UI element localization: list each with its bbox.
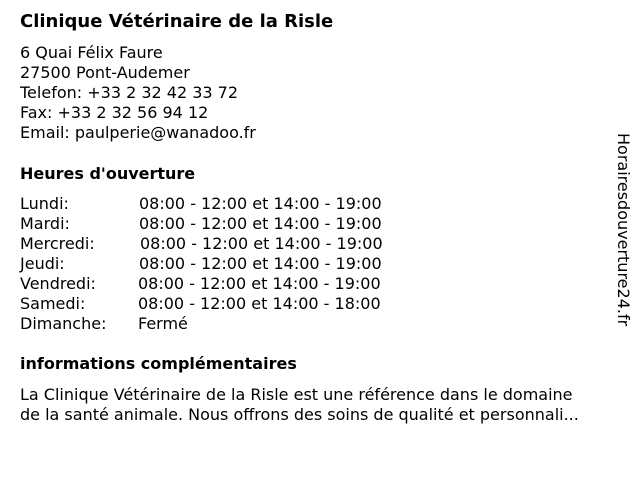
- day-label: Vendredi:: [20, 274, 96, 293]
- day-label: Lundi:: [20, 194, 69, 213]
- clinic-description: [20, 385, 632, 425]
- day-label: Samedi:: [20, 294, 86, 313]
- day-label: Mardi:: [20, 214, 70, 233]
- time-range: 08:00 - 12:00 et 14:00 - 19:00: [139, 214, 382, 233]
- day-label: Dimanche:: [20, 314, 107, 333]
- fax-number: Fax: +33 2 32 56 94 12: [20, 103, 209, 122]
- day-label: Mercredi:: [20, 234, 95, 253]
- contact-block: [20, 43, 256, 143]
- time-range: 08:00 - 12:00 et 14:00 - 19:00: [139, 254, 382, 273]
- page-title: Clinique Vétérinaire de la Risle: [20, 11, 334, 32]
- email-address: Email: paulperie@wanadoo.fr: [20, 123, 256, 142]
- description-line-2: de la santé animale. Nous offrons des soins de qualité et personnali...: [20, 405, 579, 424]
- additional-info-heading: informations complémentaires: [20, 354, 297, 373]
- description-line-1: La Clinique Vétérinaire de la Risle est une référence dans le domaine: [20, 385, 573, 404]
- time-range: Fermé: [138, 314, 188, 333]
- address-city: 27500 Pont-Audemer: [20, 63, 190, 82]
- opening-hours-heading: Heures d'ouverture: [20, 164, 196, 183]
- site-watermark: Horairesdouverture24.fr: [614, 133, 633, 327]
- time-range: 08:00 - 12:00 et 14:00 - 19:00: [138, 274, 381, 293]
- time-range: 08:00 - 12:00 et 14:00 - 19:00: [140, 234, 383, 253]
- day-label: Jeudi:: [20, 254, 65, 273]
- address-street: 6 Quai Félix Faure: [20, 43, 163, 62]
- time-range: 08:00 - 12:00 et 14:00 - 19:00: [139, 194, 382, 213]
- time-range: 08:00 - 12:00 et 14:00 - 18:00: [138, 294, 381, 313]
- phone-number: Telefon: +33 2 32 42 33 72: [20, 83, 239, 102]
